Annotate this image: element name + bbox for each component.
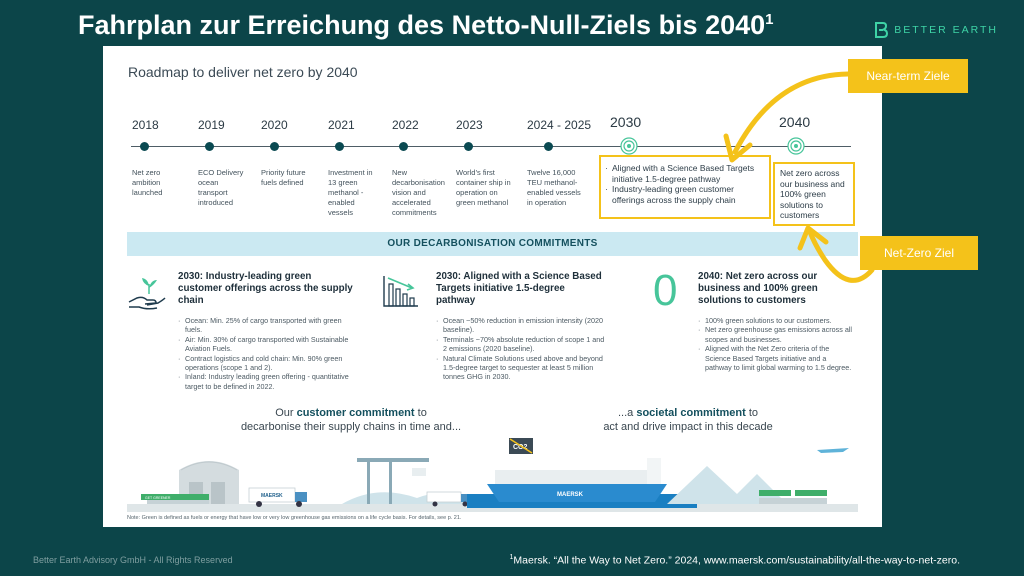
- year-2030: 2030: [610, 114, 642, 130]
- timeline-dot: [205, 142, 214, 151]
- year-2022: 2022: [392, 118, 419, 132]
- source-footnote: [510, 554, 961, 567]
- customer-commitment-text: [231, 406, 471, 434]
- list-item: · Contract logistics and cold chain: Min. 90% green operations (scope 1 and 2).: [178, 354, 353, 373]
- timeline-dot: [544, 142, 553, 151]
- slide-title-text: Fahrplan zur Erreichung des Netto-Null-Ziels bis 2040: [78, 10, 766, 40]
- co2-label: CO2: [513, 444, 528, 451]
- copyright-text: Better Earth Advisory GmbH - All Rights Reserved: [33, 555, 233, 565]
- text-part: to: [745, 407, 758, 419]
- year-2040: 2040: [779, 114, 811, 130]
- commitment-list-2: [436, 316, 606, 382]
- text-part: to: [414, 407, 427, 419]
- milestone-text: ECO Delivery ocean transport introduced: [198, 168, 244, 207]
- logistics-illustration: [127, 438, 858, 512]
- target-icon-2030: [619, 136, 639, 156]
- text-part: act and drive impact in this decade: [603, 421, 773, 433]
- milestone-text: Priority future fuels defined: [261, 168, 306, 187]
- list-item: · Aligned with the Net Zero criteria of the Science Based Targets initiative and a pathway to limit global warming to 1.5 degree.: [698, 344, 853, 372]
- timeline-dot: [140, 142, 149, 151]
- year-2019: 2019: [198, 118, 225, 132]
- list-item: · Terminals ~70% absolute reduction of scope 1 and 2 emissions (2020 baseline).: [436, 335, 606, 354]
- goal-2030-item: · Industry-leading green customer offerings across the supply chain: [605, 184, 765, 205]
- callout-near-term: Near-term Ziele: [848, 59, 968, 93]
- timeline-dot: [399, 142, 408, 151]
- highlight-box-2040: [773, 162, 855, 226]
- list-item: · Ocean: Min. 25% of cargo transported with green fuels.: [178, 316, 353, 335]
- list-item: · Ocean ~50% reduction in emission intensity (2020 baseline).: [436, 316, 606, 335]
- declining-bar-chart-icon: [380, 274, 420, 310]
- timeline-dot: [464, 142, 473, 151]
- goal-2040-text: Net zero across our business and 100% green solutions to customers: [780, 168, 845, 220]
- year-2018: 2018: [132, 118, 159, 132]
- milestone-text: Twelve 16,000 TEU methanol-enabled vessels in operation: [527, 168, 581, 207]
- maersk-container-ship-icon: [487, 458, 667, 502]
- text-part: ...a: [618, 407, 637, 419]
- milestone-text: Investment in 13 green methanol -enabled vessels: [328, 168, 373, 217]
- text-part: Our: [275, 407, 297, 419]
- timeline-dot: [270, 142, 279, 151]
- green-container-icon: [795, 490, 827, 496]
- goals-2030-list: [605, 163, 765, 205]
- commitment-heading-1: 2030: Industry-leading green customer offerings across the supply chain: [178, 271, 353, 306]
- milestone-text: New decarbonisation vision and accelerated commitments: [392, 168, 445, 217]
- highlight-box-2030: [599, 155, 771, 219]
- societal-commitment-text: [578, 406, 798, 434]
- year-2023: 2023: [456, 118, 483, 132]
- callout-net-zero: Net-Zero Ziel: [860, 236, 978, 270]
- list-item: · Inland: Industry leading green offering - quantitative target to be defined in 2022.: [178, 372, 353, 391]
- year-2024-2025: 2024 - 2025: [527, 118, 592, 132]
- goal-2030-item: · Aligned with a Science Based Targets initiative 1.5-degree pathway: [605, 163, 765, 184]
- list-item: · Air: Min. 30% of cargo transported with Sustainable Aviation Fuels.: [178, 335, 353, 354]
- commitment-heading-3: 2040: Net zero across our business and 100% green solutions to customers: [698, 271, 818, 306]
- milestone-text: World’s first container ship in operation on green methanol: [456, 168, 511, 207]
- text-bold: customer commitment: [296, 407, 415, 419]
- target-icon-2040: [786, 136, 806, 156]
- airplane-icon: [817, 448, 849, 453]
- co2-icon: [509, 438, 533, 454]
- brand-logo: [874, 22, 998, 38]
- timeline-dot: [335, 142, 344, 151]
- year-2020: 2020: [261, 118, 288, 132]
- year-2021: 2021: [328, 118, 355, 132]
- text-bold: societal commitment: [636, 407, 746, 419]
- better-earth-logo-icon: [874, 22, 888, 38]
- commitment-list-3: [698, 316, 853, 372]
- hand-plant-icon: [127, 274, 167, 314]
- container-label: GET GREENER: [145, 496, 171, 500]
- timeline-line: [131, 146, 851, 147]
- slide-title: [78, 10, 774, 41]
- title-footnote-marker: 1: [765, 11, 774, 28]
- net-zero-icon: 0: [653, 266, 678, 315]
- commitments-band: OUR DECARBONISATION COMMITMENTS: [127, 232, 858, 256]
- brand-name: BETTER EARTH: [894, 24, 998, 36]
- roadmap-title: Roadmap to deliver net zero by 2040: [128, 64, 358, 80]
- text-part: decarbonise their supply chains in time and...: [240, 421, 462, 433]
- footnote-note: Note: Green is defined as fuels or energy that have low or very low greenhouse gas emissions on a life cycle basis. For details, see p. 21.: [127, 515, 462, 521]
- commitment-list-1: [178, 316, 353, 391]
- source-footnote-marker: 1: [509, 553, 514, 561]
- list-item: · 100% green solutions to our customers.: [698, 316, 853, 325]
- milestone-text: Net zero ambition launched: [132, 168, 163, 197]
- green-container-icon: [175, 494, 209, 500]
- commitment-heading-2: 2030: Aligned with a Science Based Targets initiative 1.5-degree pathway: [436, 271, 602, 306]
- green-container-icon: [759, 490, 791, 496]
- ship-brand-label: MAERSK: [557, 492, 584, 498]
- roadmap-panel: [103, 46, 882, 527]
- list-item: · Natural Climate Solutions used above and beyond 1.5-degree target to sequester at least 5 million tonnes GHG in 2030.: [436, 354, 606, 382]
- truck-brand-label: MAERSK: [261, 493, 283, 499]
- source-text: Maersk. “All the Way to Net Zero.” 2024, www.maersk.com/sustainability/all-the-way-to-net-zero.: [513, 554, 960, 566]
- list-item: · Net zero greenhouse gas emissions across all scopes and businesses.: [698, 325, 853, 344]
